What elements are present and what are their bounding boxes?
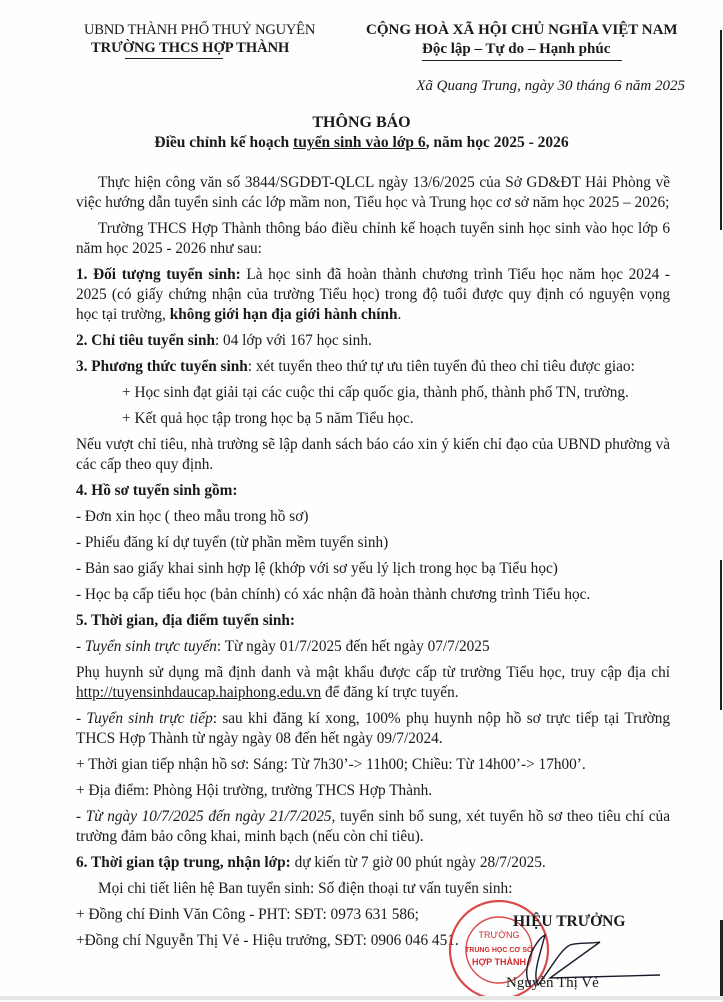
intro-paragraph-1: Thực hiện công văn số 3844/SGDĐT-QLCL ngày 13/6/2025 của Sở GD&ĐT Hải Phòng về việc hướng dẫn tuyển sinh các lớp mầm non, Tiểu học và Trung học cơ sở năm học 2025 – 2026; <box>76 174 670 211</box>
subtitle-part: , năm học 2025 - 2026 <box>425 134 569 151</box>
national-motto: Độc lập – Tự do – Hạnh phúc <box>422 41 611 57</box>
section-5-location: + Địa điểm: Phòng Hội trường, trường THCS Hợp Thành. <box>76 782 433 799</box>
section-5-hours: + Thời gian tiếp nhận hồ sơ: Sáng: Từ 7h30’-> 11h00; Chiều: Từ 14h00’-> 17h00’. <box>76 756 586 773</box>
section-2-text: : 04 lớp với 167 học sinh. <box>214 332 372 349</box>
supplementary-text: , tuyển sinh bổ sung, xét tuyển hồ sơ theo tiêu chí của trường đảm bảo công khai, minh bạch (nếu còn chỉ tiêu). <box>76 808 670 845</box>
section-5-label: 5. Thời gian, địa điểm tuyển sinh: <box>76 612 296 629</box>
contact-item: +Đồng chí Nguyễn Thị Vẻ - Hiệu trưởng, SĐT: 0906 046 451. <box>76 932 459 949</box>
section-4 <box>76 481 670 501</box>
section-2 <box>76 331 670 351</box>
signatory-name: Nguyễn Thị Vẻ <box>506 975 599 991</box>
section-3-label: 3. Phương thức tuyển sinh <box>76 358 248 375</box>
intro-paragraph-2: Trường THCS Hợp Thành thông báo điều chỉnh kế hoạch tuyển sinh học sinh vào học lớp 6 năm học 2025 - 2026 như sau: <box>76 220 670 257</box>
header-underline-left <box>125 58 223 59</box>
online-instructions-text: Phụ huynh sử dụng mã định danh và mật khẩu được cấp từ trường Tiểu học, truy cập địa chỉ <box>76 664 670 681</box>
section-5-direct <box>76 709 670 749</box>
section-1-text: Là học sinh đã hoàn thành chương trình Tiểu học năm học 2024 - 2025 (có giấy chứng nhận của trường Tiểu học) trong độ tuổi được quy định có nguyện vọng học tại trường, <box>76 266 670 323</box>
contact-item: + Đồng chí Đinh Văn Công - PHT: SĐT: 0973 631 586; <box>76 906 419 923</box>
section-5-online-instructions <box>76 663 670 703</box>
stamp-line-1: TRƯỜNG <box>478 930 520 940</box>
document-title: THÔNG BÁO <box>312 114 411 131</box>
document-body <box>76 173 670 951</box>
header-underline-right <box>422 60 622 61</box>
section-3-item: + Học sinh đạt giải tại các cuộc thi cấp quốc gia, thành phố, thành phố TN, trường. <box>122 384 629 401</box>
page-edge-shadow <box>720 30 722 230</box>
section-5-supplementary <box>76 807 670 847</box>
national-title: CỘNG HOÀ XÃ HỘI CHỦ NGHĨA VIỆT NAM <box>366 22 678 38</box>
section-6-text: dự kiến từ 7 giờ 00 phút ngày 28/7/2025. <box>290 854 546 871</box>
signatory-role: HIỆU TRƯỞNG <box>513 913 626 930</box>
direct-text: : sau khi đăng kí xong, 100% phụ huynh nộp hồ sơ trực tiếp tại Trường THCS Hợp Thành từ ngày ngày 08 đến hết ngày 09/7/2024. <box>76 710 671 747</box>
direct-label: - Tuyển sinh trực tiếp <box>76 710 213 727</box>
stamp-line-3: HỢP THÀNH <box>471 957 527 967</box>
section-1-end: . <box>397 306 402 323</box>
section-1 <box>76 265 670 325</box>
supplementary-dates: - Từ ngày 10/7/2025 đến ngày 21/7/2025 <box>76 808 332 825</box>
subtitle-underlined: tuyển sinh vào lớp 6 <box>293 134 426 151</box>
school-name: TRƯỜNG THCS HỢP THÀNH <box>91 40 290 56</box>
place-date: Xã Quang Trung, ngày 30 tháng 6 năm 2025 <box>416 78 685 94</box>
section-1-emphasis: không giới hạn địa giới hành chính <box>169 306 398 323</box>
section-4-item: - Đơn xin học ( theo mẫu trong hồ sơ) <box>76 508 309 525</box>
section-4-item: - Học bạ cấp tiểu học (bản chính) có xác nhận đã hoàn thành chương trình Tiểu học. <box>76 586 591 603</box>
stamp-line-2: TRUNG HỌC CƠ SỞ <box>465 947 533 954</box>
section-5-online <box>76 637 670 657</box>
section-3 <box>76 357 670 377</box>
online-dates: : Từ ngày 01/7/2025 đến hết ngày 07/7/2025 <box>216 638 490 655</box>
section-6-label: 6. Thời gian tập trung, nhận lớp: <box>76 854 291 871</box>
issuing-authority: UBND THÀNH PHỐ THUỶ NGUYÊN <box>84 22 316 38</box>
section-3-note: Nếu vượt chỉ tiêu, nhà trường sẽ lập danh sách báo cáo xin ý kiến chỉ đạo của UBND phường và các cấp theo quy định. <box>76 436 670 473</box>
subtitle-part: Điều chỉnh kế hoạch <box>154 134 294 151</box>
section-4-label: 4. Hồ sơ tuyển sinh gồm: <box>76 482 238 499</box>
document-subtitle <box>0 134 723 152</box>
contact-intro: Mọi chi tiết liên hệ Ban tuyển sinh: Số điện thoại tư vấn tuyển sinh: <box>98 880 513 897</box>
page-edge-shadow <box>720 560 722 710</box>
section-5 <box>76 611 670 631</box>
section-3-item: + Kết quả học tập trong học bạ 5 năm Tiểu học. <box>122 410 414 427</box>
section-6 <box>76 853 670 873</box>
online-instructions-end: để đăng kí trực tuyến. <box>321 684 459 701</box>
section-1-label: 1. Đối tượng tuyển sinh: <box>76 266 241 283</box>
section-2-label: 2. Chỉ tiêu tuyển sinh <box>76 332 215 349</box>
bottom-edge-shadow <box>0 996 723 1000</box>
section-3-text: : xét tuyển theo thứ tự ưu tiên tuyển đủ theo chỉ tiêu được giao: <box>247 358 635 375</box>
admission-portal-link[interactable]: http://tuyensinhdaucap.haiphong.edu.vn <box>76 684 322 701</box>
section-4-item: - Phiếu đăng kí dự tuyển (từ phần mềm tuyển sinh) <box>76 534 389 551</box>
online-label: - Tuyển sinh trực tuyến <box>76 638 217 655</box>
section-4-item: - Bản sao giấy khai sinh hợp lệ (khớp với sơ yếu lý lịch trong học bạ Tiểu học) <box>76 560 558 577</box>
